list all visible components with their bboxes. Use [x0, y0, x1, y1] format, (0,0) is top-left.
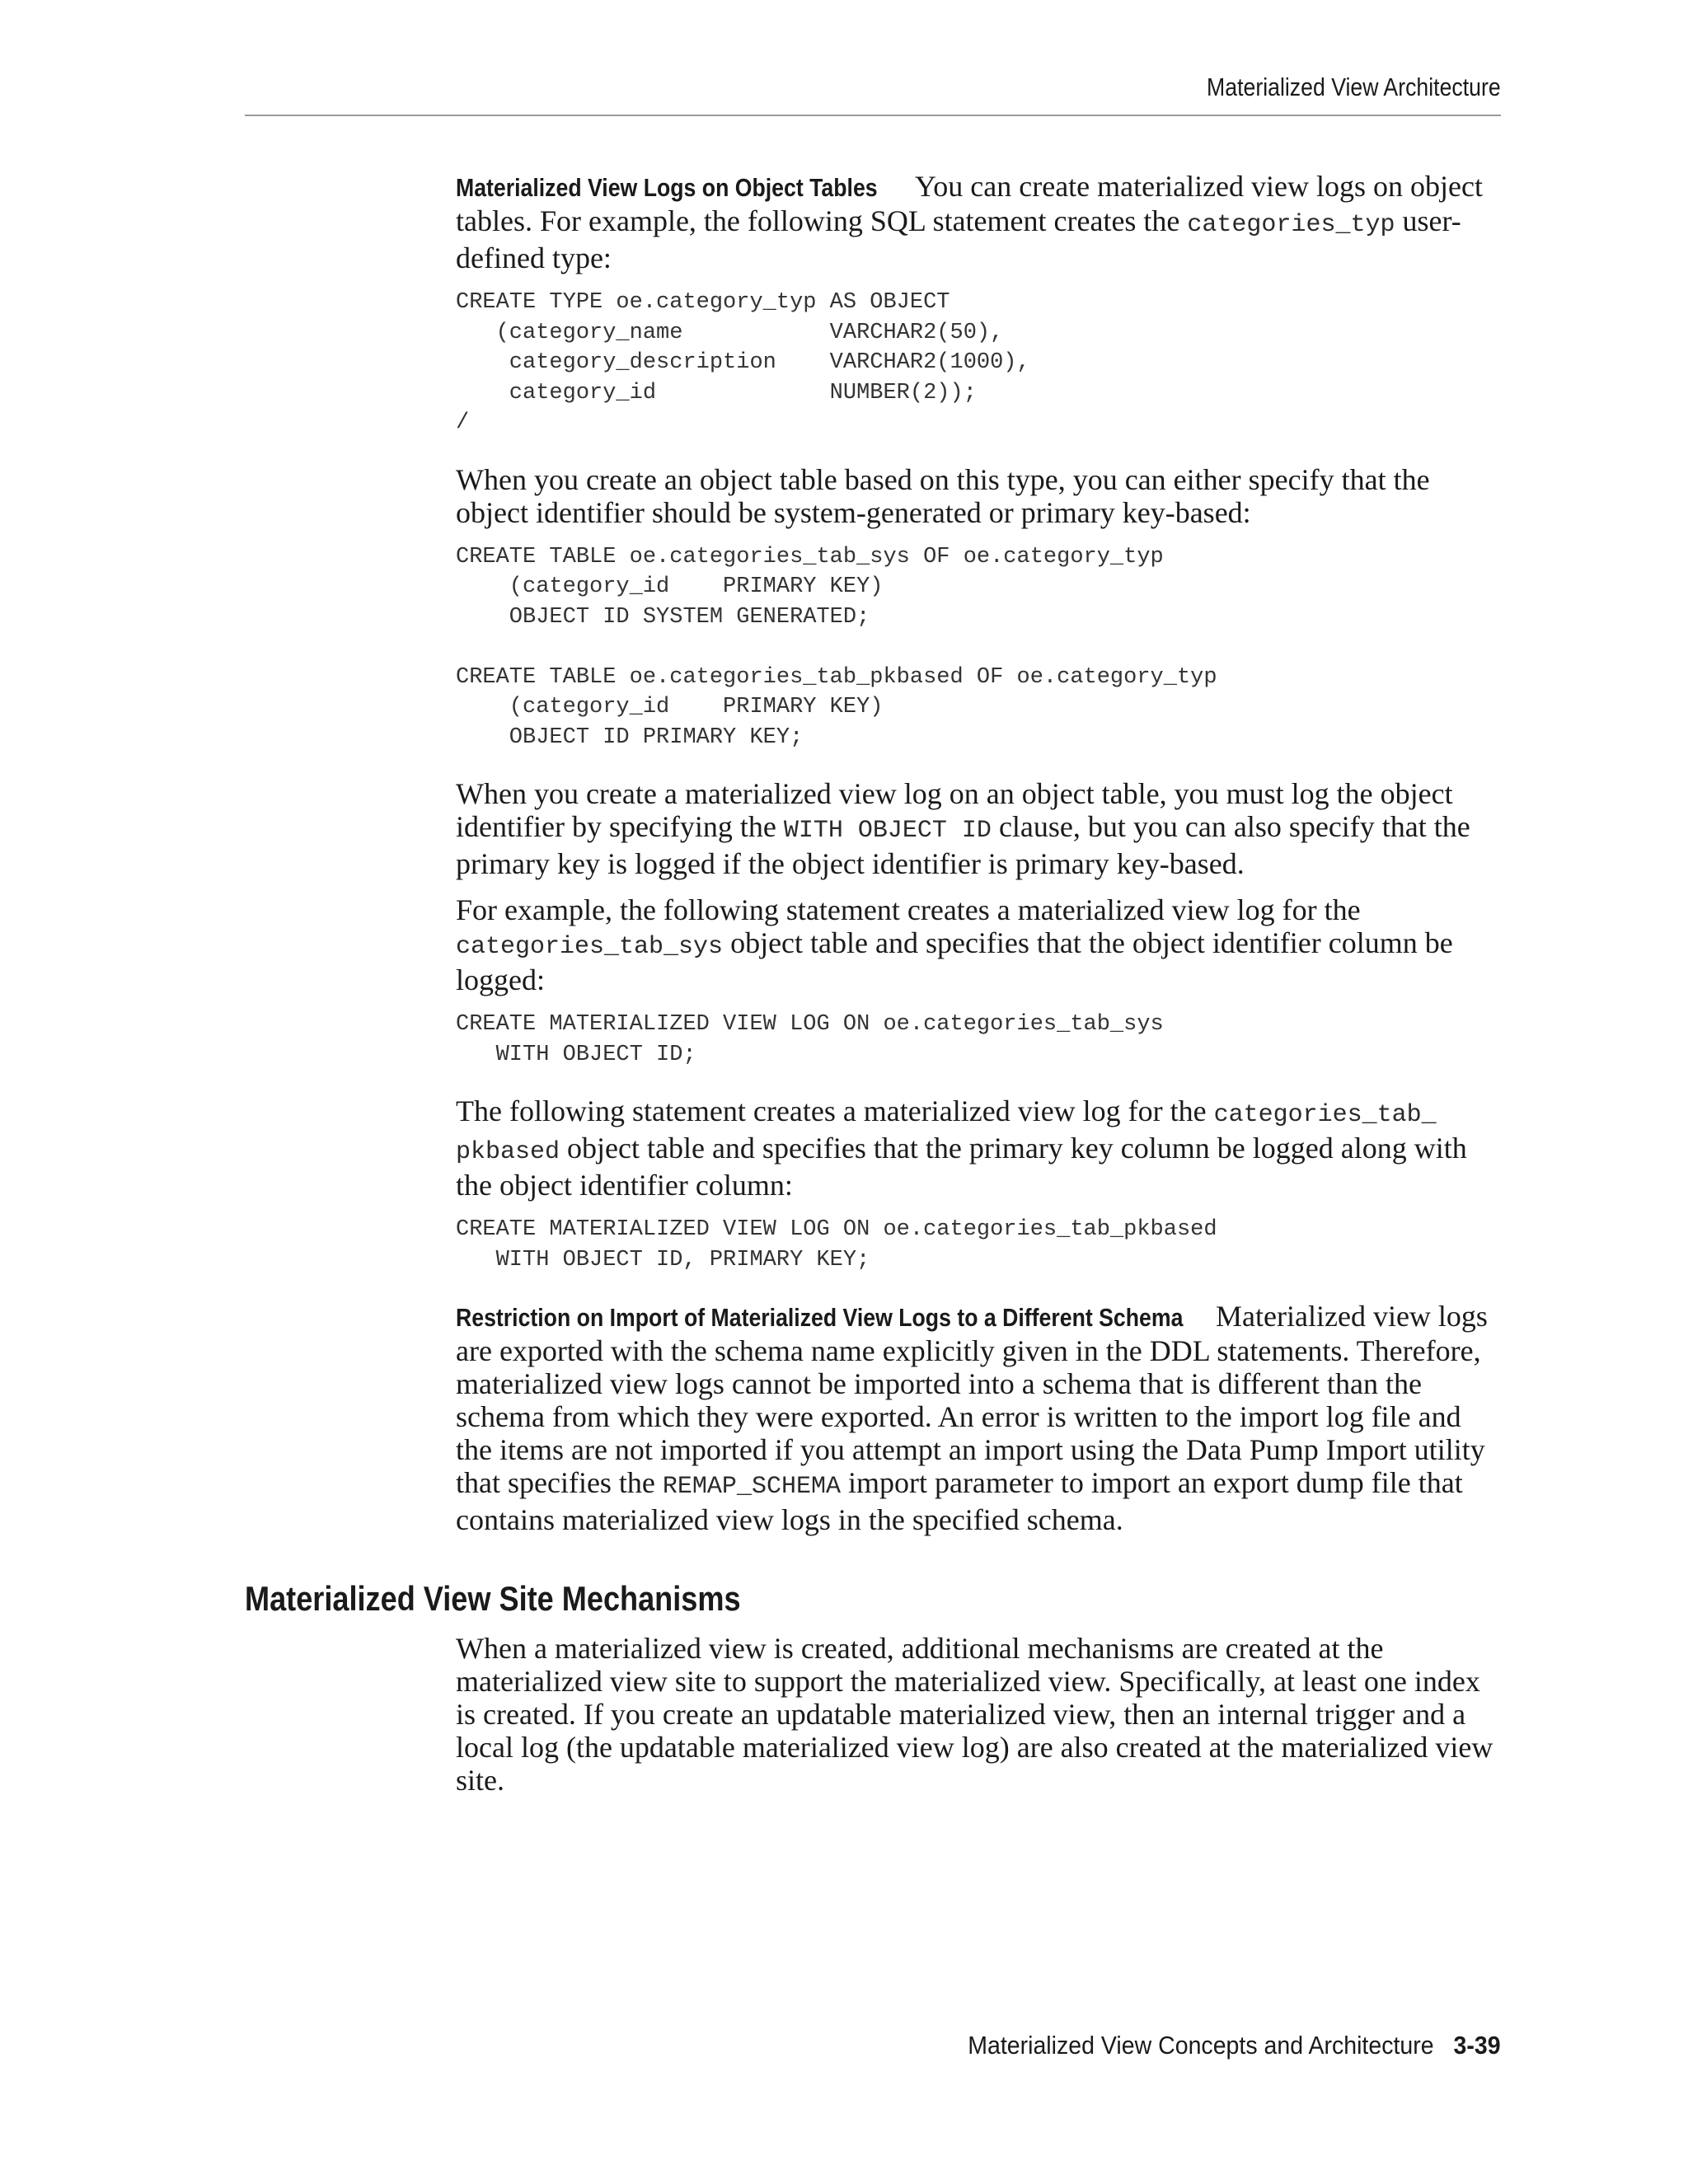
- main-content: [456, 170, 1501, 1549]
- page-footer: [968, 2031, 1501, 2060]
- footer-book-title: Materialized View Concepts and Architecture: [968, 2031, 1434, 2060]
- paragraph-example-pkbased: [456, 1094, 1501, 1202]
- paragraph-log-object-id: [456, 777, 1501, 880]
- runin-heading-object-tables: Materialized View Logs on Object Tables: [456, 173, 878, 202]
- section-body: [456, 1632, 1501, 1810]
- inline-code: categories_typ: [1187, 211, 1395, 239]
- paragraph-text: The following statement creates a materialized view log for the: [456, 1094, 1214, 1127]
- paragraph-text: object table and specifies that the object identifier column be logged:: [456, 926, 1453, 996]
- runin-heading-import-restriction: Restriction on Import of Materialized View Logs to a Different Schema: [456, 1303, 1184, 1332]
- running-header: Materialized View Architecture: [1207, 73, 1501, 101]
- paragraph-example-sys: [456, 893, 1501, 996]
- inline-code: REMAP_SCHEMA: [662, 1473, 841, 1501]
- paragraph-object-table-type: When you create an object table based on this type, you can either specify that the object identifier should be system-generated or primary key-based:: [456, 462, 1430, 529]
- paragraph-text: Materialized view logs are exported with the schema name explicitly given in the DDL statements. Therefore, materialized view logs cannot be imported into a schema that is different than the schema from which they were exported. An error is written to the import log file and the items are not imported if you attempt an import using the Data Pump Import utility that specifies the: [456, 1300, 1488, 1499]
- paragraph-import-restriction: [456, 1300, 1501, 1536]
- paragraph-site-mechanisms: When a materialized view is created, additional mechanisms are created at the materialized view site to support the materialized view. Specifically, at least one index is created. If you create an updatable materialized view, then an internal trigger and a local log (the updatable materialized view log) are also created at the materialized view site.: [456, 1632, 1493, 1797]
- inline-code: WITH OBJECT ID: [783, 817, 992, 845]
- code-block-log-sys: CREATE MATERIALIZED VIEW LOG ON oe.categories_tab_sys WITH OBJECT ID;: [456, 1012, 1164, 1067]
- paragraph-text: You can create materialized view logs on object tables. For example, the following SQL statement creates the: [456, 170, 1483, 237]
- paragraph-text: object table and specifies that the primary key column be logged along with the object identifier column:: [456, 1132, 1467, 1202]
- page-number: 3-39: [1453, 2031, 1501, 2060]
- paragraph-object-tables: [456, 170, 1501, 274]
- code-block-log-pkbased: CREATE MATERIALIZED VIEW LOG ON oe.categories_tab_pkbased WITH OBJECT ID, PRIMARY KEY;: [456, 1217, 1217, 1272]
- paragraph-text: clause, but you can also specify that the primary key is logged if the object identifier is primary key-based.: [456, 810, 1470, 880]
- paragraph-text: user-defined type:: [456, 204, 1461, 274]
- inline-code: categories_tab_sys: [456, 933, 724, 961]
- inline-code: categories_tab_ pkbased: [456, 1101, 1437, 1166]
- paragraph-text: For example, the following statement creates a materialized view log for the: [456, 893, 1361, 926]
- section-heading: Materialized View Site Mechanisms: [245, 1579, 741, 1618]
- code-block-create-tables: CREATE TABLE oe.categories_tab_sys OF oe.category_typ (category_id PRIMARY KEY) OBJECT ID SYSTEM GENERATED; CREATE TABLE oe.categories_tab_pkbased OF oe.category_typ (category_id PRIMARY KEY) OBJECT ID PRIMARY KEY;: [456, 544, 1217, 750]
- paragraph-text: import parameter to import an export dump file that contains materialized view logs in the specified schema.: [456, 1466, 1463, 1536]
- paragraph-text: When you create a materialized view log on an object table, you must log the object identifier by specifying the: [456, 777, 1453, 843]
- header-rule: [245, 115, 1501, 116]
- code-block-create-type: CREATE TYPE oe.category_typ AS OBJECT (category_name VARCHAR2(50), category_description VARCHAR2(1000), category_id NUMBER(2)); /: [456, 290, 1030, 435]
